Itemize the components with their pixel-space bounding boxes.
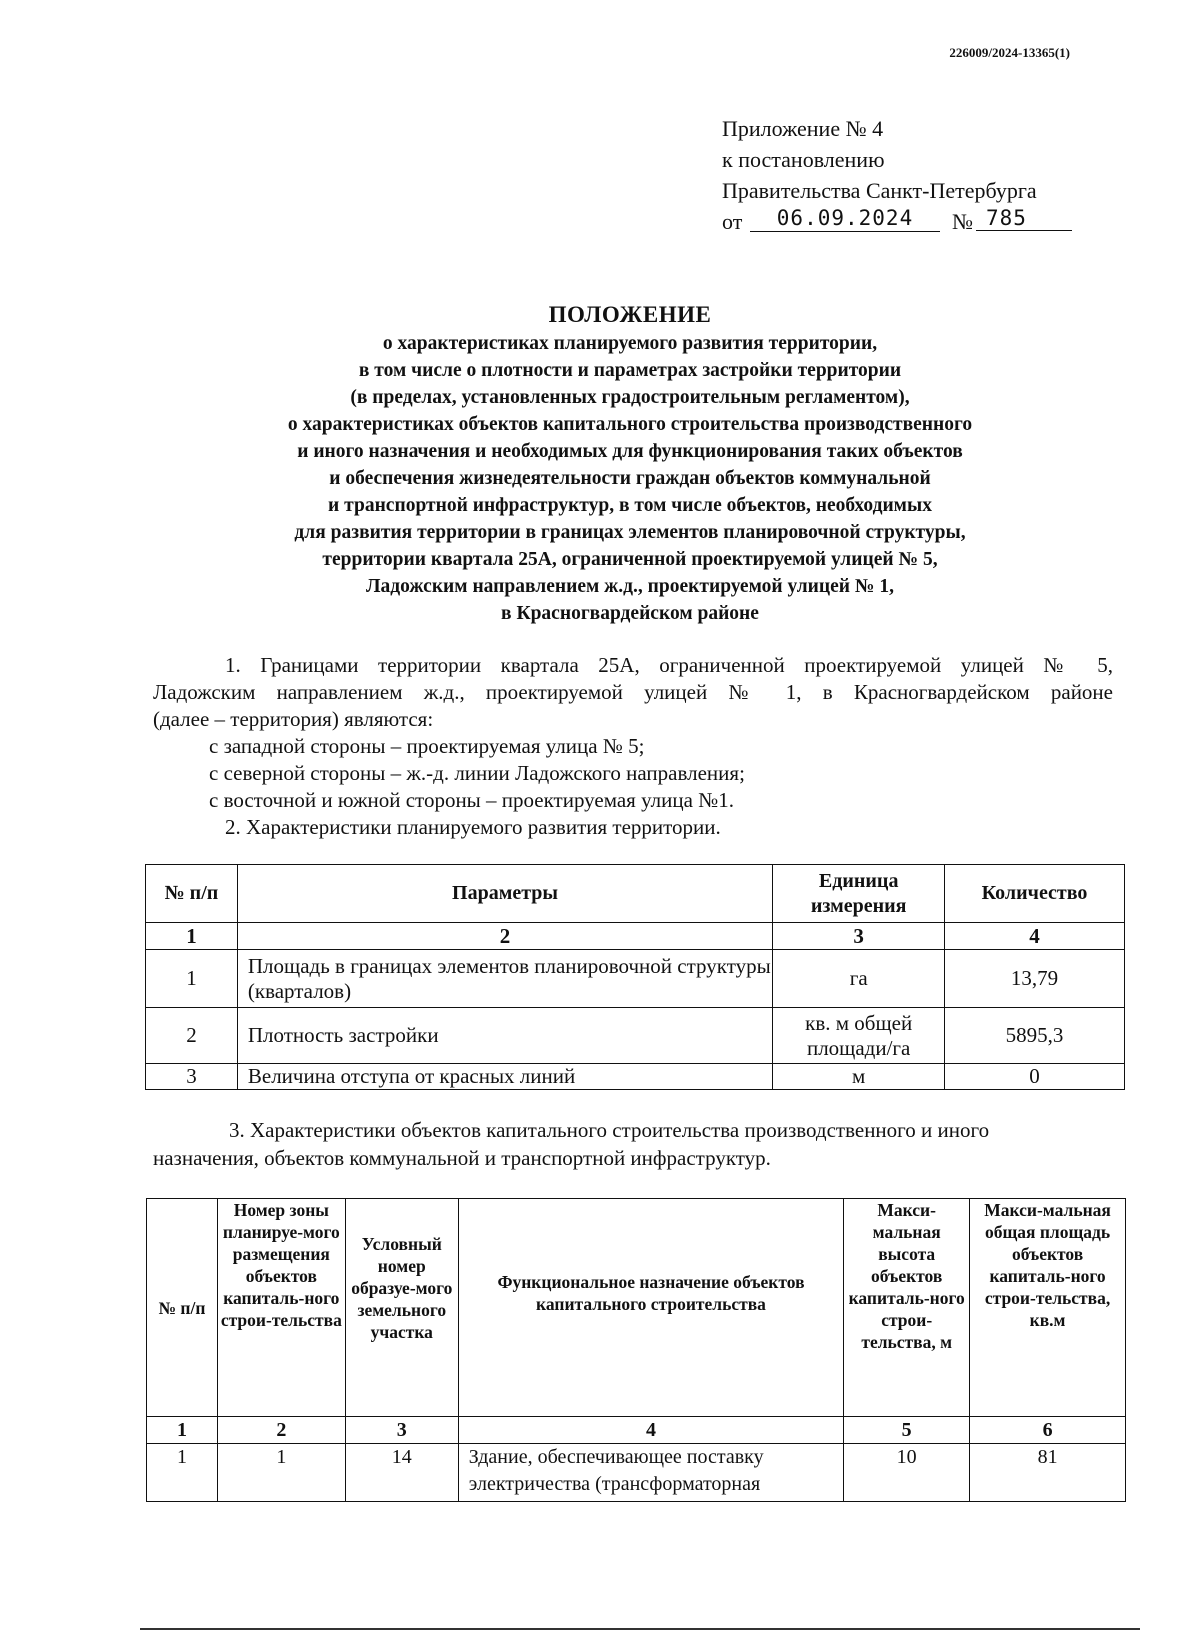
row-height: 10 xyxy=(844,1444,970,1502)
title-line: о характеристиках объектов капитального строительства производственного xyxy=(287,414,973,435)
table-header-row xyxy=(147,1199,1126,1417)
header-plot: Условный номер образуе-мого земельного участка xyxy=(345,1199,458,1417)
title-line: в Красногвардейском районе xyxy=(501,603,759,624)
column-number-row xyxy=(146,923,1125,950)
title-line: и транспортной инфраструктур, в том числе объектов, необходимых xyxy=(328,495,932,516)
section-3-line: 3. Характеристики объектов капитального строительства производственного и иного xyxy=(229,1118,990,1142)
resolution-date: 06.09.2024 xyxy=(750,203,940,232)
section-1-line: Ладожским направлением ж.д., проектируемой улицей № 1, в Красногвардейском районе xyxy=(153,680,1113,704)
territory-characteristics-table xyxy=(145,864,1125,1090)
table-row xyxy=(147,1444,1126,1502)
title-main: ПОЛОЖЕНИЕ xyxy=(548,302,712,327)
row-zone: 1 xyxy=(217,1444,345,1502)
section-1-line: 1. Границами территории квартала 25А, ограниченной проектируемой улицей № 5, xyxy=(225,653,1113,677)
header-params: Параметры xyxy=(237,865,772,923)
resolution-number: 785 xyxy=(976,203,1072,231)
header-zone: Номер зоны планируе-мого размещения объектов капиталь-ного строи-тельства xyxy=(217,1199,345,1417)
row-qty: 5895,3 xyxy=(945,1008,1125,1064)
row-area: 81 xyxy=(970,1444,1126,1502)
column-number: 4 xyxy=(945,923,1125,950)
title-line: в том числе о плотности и параметрах застройки территории xyxy=(358,360,902,381)
table-header-row xyxy=(146,865,1125,923)
row-plot: 14 xyxy=(345,1444,458,1502)
column-number: 1 xyxy=(146,923,238,950)
resolution-date-number xyxy=(722,206,1082,237)
section-1-line: (далее – территория) являются: xyxy=(153,707,434,731)
row-num: 1 xyxy=(147,1444,218,1502)
header-num: № п/п xyxy=(147,1199,218,1417)
number-sign: № xyxy=(952,209,973,234)
boundary-west: с западной стороны – проектируемая улица № 5; xyxy=(209,734,645,758)
table-row xyxy=(146,1064,1125,1090)
row-func: Здание, обеспечивающее поставку электричества (трансформаторная xyxy=(458,1444,844,1502)
table-row xyxy=(146,950,1125,1008)
capital-objects-table xyxy=(146,1198,1126,1502)
title-line: (в пределах, установленных градостроительным регламентом), xyxy=(350,387,910,408)
column-number: 6 xyxy=(970,1417,1126,1444)
row-unit: га xyxy=(773,950,945,1008)
boundary-north: с северной стороны – ж.-д. линии Ладожского направления; xyxy=(209,761,745,785)
row-unit: кв. м общей площади/га xyxy=(773,1008,945,1064)
header-height: Макси-мальная высота объектов капиталь-ного строи-тельства, м xyxy=(844,1199,970,1417)
header-area: Макси-мальная общая площадь объектов капиталь-ного строи-тельства, кв.м xyxy=(970,1199,1126,1417)
appendix-government: Правительства Санкт-Петербурга xyxy=(722,178,1037,203)
section-1 xyxy=(153,652,1113,841)
column-number: 2 xyxy=(217,1417,345,1444)
header-num: № п/п xyxy=(146,865,238,923)
boundary-east-south: с восточной и южной стороны – проектируемая улица №1. xyxy=(209,788,734,812)
header-qty: Количество xyxy=(945,865,1125,923)
title-line: о характеристиках планируемого развития территории, xyxy=(382,333,878,354)
column-number: 2 xyxy=(237,923,772,950)
column-number: 1 xyxy=(147,1417,218,1444)
title-line: территории квартала 25А, ограниченной проектируемой улицей № 5, xyxy=(322,549,938,570)
document-id: 226009/2024-13365(1) xyxy=(949,45,1070,60)
document-title xyxy=(150,300,1110,627)
row-param: Площадь в границах элементов планировочной структуры (кварталов) xyxy=(237,950,772,1008)
title-line: Ладожским направлением ж.д., проектируемой улицей № 1, xyxy=(365,576,895,597)
title-line: и обеспечения жизнедеятельности граждан объектов коммунальной xyxy=(329,468,931,489)
row-qty: 0 xyxy=(945,1064,1125,1090)
from-label: от xyxy=(722,209,743,234)
title-line: для развития территории в границах элементов планировочной структуры, xyxy=(294,522,966,543)
section-3-line: назначения, объектов коммунальной и транспортной инфраструктур. xyxy=(153,1146,771,1170)
section-3 xyxy=(153,1116,1113,1172)
row-qty: 13,79 xyxy=(945,950,1125,1008)
header-func: Функциональное назначение объектов капитального строительства xyxy=(458,1199,844,1417)
column-number: 3 xyxy=(345,1417,458,1444)
row-param: Величина отступа от красных линий xyxy=(237,1064,772,1090)
row-num: 1 xyxy=(146,950,238,1008)
appendix-number: Приложение № 4 xyxy=(722,116,884,141)
row-param: Плотность застройки xyxy=(237,1008,772,1064)
column-number-row xyxy=(147,1417,1126,1444)
column-number: 3 xyxy=(773,923,945,950)
appendix-block xyxy=(722,113,1082,237)
column-number: 5 xyxy=(844,1417,970,1444)
row-num: 3 xyxy=(146,1064,238,1090)
appendix-to-resolution: к постановлению xyxy=(722,147,885,172)
page-edge-line xyxy=(140,1628,1140,1630)
row-num: 2 xyxy=(146,1008,238,1064)
row-unit: м xyxy=(773,1064,945,1090)
column-number: 4 xyxy=(458,1417,844,1444)
title-line: и иного назначения и необходимых для функционирования таких объектов xyxy=(297,441,963,462)
header-unit: Единица измерения xyxy=(773,865,945,923)
section-2-heading: 2. Характеристики планируемого развития территории. xyxy=(225,815,721,839)
table-row xyxy=(146,1008,1125,1064)
